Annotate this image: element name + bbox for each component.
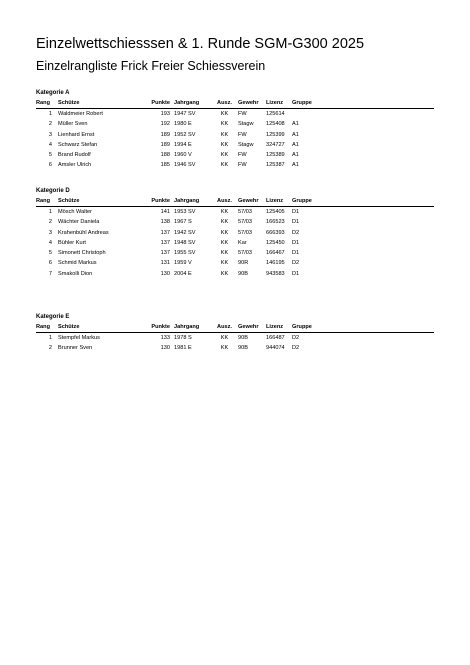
column-header-schuetze: Schütze	[58, 198, 80, 204]
cell-auszeichnung: KK	[220, 270, 229, 277]
cell-rang: 2	[48, 345, 52, 352]
column-header-rang: Rang	[36, 100, 50, 106]
table-row	[36, 160, 434, 170]
cell-jahrgang: 1960 V	[174, 152, 192, 159]
cell-punkte: 138	[160, 219, 170, 226]
cell-punkte: 137	[160, 250, 170, 257]
table-row	[36, 228, 434, 238]
cell-rang: 4	[48, 141, 52, 148]
cell-schuetze: Schwarz Stefan	[58, 141, 98, 148]
cell-rang: 1	[48, 111, 52, 117]
cell-schuetze: Brunner Sven	[58, 345, 93, 352]
cell-auszeichnung: KK	[220, 260, 229, 267]
cell-gewehr: 90B	[238, 270, 248, 277]
cell-gruppe: A1	[292, 121, 299, 128]
document-subtitle: Einzelrangliste Frick Freier Schiessverein	[36, 59, 266, 73]
cell-jahrgang: 1959 V	[174, 260, 192, 267]
cell-lizenz: 125408	[266, 121, 285, 128]
cell-schuetze: Brand Rudolf	[58, 152, 91, 159]
cell-schuetze: Bühler Kurt	[58, 239, 86, 246]
cell-jahrgang: 2004 E	[174, 270, 192, 277]
cell-auszeichnung: KK	[220, 131, 229, 138]
cell-lizenz: 125387	[266, 162, 285, 169]
cell-gruppe: D1	[292, 219, 300, 226]
cell-lizenz: 125389	[266, 152, 285, 159]
category-heading: Kategorie E	[36, 314, 70, 320]
category-heading: Kategorie D	[36, 188, 70, 194]
cell-jahrgang: 1978 S	[174, 335, 192, 341]
cell-lizenz: 166523	[266, 219, 285, 226]
cell-lizenz: 125614	[266, 111, 285, 117]
table-header	[36, 322, 434, 333]
cell-lizenz: 125405	[266, 209, 285, 215]
column-header-rang: Rang	[36, 198, 50, 204]
cell-auszeichnung: KK	[220, 345, 229, 352]
cell-rang: 1	[48, 335, 52, 341]
table-header	[36, 98, 434, 109]
cell-gewehr: Stagw	[238, 121, 254, 128]
cell-lizenz: 125399	[266, 131, 285, 138]
cell-punkte: 133	[160, 335, 170, 341]
cell-auszeichnung: KK	[220, 335, 229, 341]
column-header-auszeichnung: Ausz.	[217, 100, 232, 106]
cell-jahrgang: 1980 E	[174, 121, 192, 128]
column-header-jahrgang: Jahrgang	[174, 324, 200, 330]
table-header	[36, 196, 434, 207]
cell-rang: 6	[48, 162, 52, 169]
column-header-lizenz: Lizenz	[266, 324, 284, 330]
table-row	[36, 238, 434, 248]
cell-auszeichnung: KK	[220, 141, 229, 148]
cell-lizenz: 166487	[266, 335, 285, 341]
cell-rang: 2	[48, 121, 52, 128]
cell-jahrgang: 1942 SV	[174, 229, 196, 236]
cell-gruppe: D2	[292, 260, 300, 267]
column-header-gewehr: Gewehr	[238, 324, 259, 330]
cell-gruppe: A1	[292, 131, 299, 138]
cell-gewehr: 90B	[238, 345, 248, 352]
cell-rang: 4	[48, 239, 52, 246]
category-heading: Kategorie A	[36, 90, 70, 96]
cell-auszeichnung: KK	[220, 162, 229, 169]
cell-gruppe: D1	[292, 250, 300, 257]
cell-lizenz: 324727	[266, 141, 285, 148]
column-header-gewehr: Gewehr	[238, 100, 259, 106]
cell-gewehr: Stagw	[238, 141, 254, 148]
cell-gruppe: D2	[292, 335, 300, 341]
column-header-gewehr: Gewehr	[238, 198, 259, 204]
cell-rang: 3	[48, 131, 52, 138]
column-header-punkte: Punkte	[151, 324, 170, 330]
cell-lizenz: 166467	[266, 250, 285, 257]
table-row	[36, 269, 434, 279]
cell-gewehr: FW	[238, 131, 247, 138]
cell-rang: 6	[48, 260, 52, 267]
column-header-punkte: Punkte	[151, 100, 170, 106]
cell-auszeichnung: KK	[220, 152, 229, 159]
cell-schuetze: Waldmeier Robert	[58, 111, 103, 117]
cell-punkte: 189	[160, 131, 170, 138]
column-header-gruppe: Gruppe	[292, 198, 312, 204]
cell-lizenz: 666393	[266, 229, 285, 236]
cell-rang: 5	[48, 152, 52, 159]
cell-schuetze: Müller Sven	[58, 121, 88, 128]
category-section	[36, 187, 434, 279]
cell-auszeichnung: KK	[220, 239, 229, 246]
cell-gruppe: A1	[292, 152, 299, 159]
column-header-rang: Rang	[36, 324, 50, 330]
table-row	[36, 333, 434, 343]
cell-schuetze: Amsler Ulrich	[58, 162, 92, 169]
cell-gewehr: 57/03	[238, 229, 252, 236]
table-row	[36, 217, 434, 227]
column-header-lizenz: Lizenz	[266, 198, 284, 204]
cell-jahrgang: 1952 SV	[174, 131, 196, 138]
cell-punkte: 137	[160, 239, 170, 246]
column-header-jahrgang: Jahrgang	[174, 100, 200, 106]
cell-gewehr: 57/03	[238, 209, 252, 215]
table-row	[36, 258, 434, 268]
column-header-schuetze: Schütze	[58, 324, 80, 330]
cell-auszeichnung: KK	[220, 209, 229, 215]
cell-schuetze: Lienhard Ernst	[58, 131, 95, 138]
cell-gewehr: 57/03	[238, 219, 252, 226]
cell-gewehr: FW	[238, 111, 247, 117]
cell-gruppe: A1	[292, 141, 299, 148]
cell-gruppe: D1	[292, 239, 300, 246]
cell-punkte: 192	[160, 121, 170, 128]
cell-rang: 1	[48, 209, 52, 215]
column-header-gruppe: Gruppe	[292, 100, 312, 106]
column-header-auszeichnung: Ausz.	[217, 324, 232, 330]
cell-jahrgang: 1946 SV	[174, 162, 196, 169]
table-row	[36, 130, 434, 140]
cell-jahrgang: 1981 E	[174, 345, 192, 352]
cell-gruppe: D2	[292, 345, 300, 352]
cell-punkte: 130	[160, 270, 170, 277]
column-header-lizenz: Lizenz	[266, 100, 284, 106]
cell-gruppe: D2	[292, 229, 300, 236]
column-header-jahrgang: Jahrgang	[174, 198, 200, 204]
cell-gruppe: D1	[292, 209, 300, 215]
category-section	[36, 89, 434, 171]
cell-jahrgang: 1947 SV	[174, 111, 196, 117]
table-row	[36, 140, 434, 150]
document-title: Einzelwettschiesssen & 1. Runde SGM-G300 2025	[36, 36, 365, 52]
cell-schuetze: Stempfel Markus	[58, 335, 100, 341]
table-row	[36, 207, 434, 217]
cell-gewehr: FW	[238, 152, 247, 159]
cell-punkte: 131	[160, 260, 170, 267]
cell-gewehr: FW	[238, 162, 247, 169]
cell-auszeichnung: KK	[220, 229, 229, 236]
cell-schuetze: Krahenbühl Andreas	[58, 229, 109, 236]
cell-schuetze: Simonett Christoph	[58, 250, 106, 257]
cell-gewehr: 57/03	[238, 250, 252, 257]
cell-rang: 2	[48, 219, 52, 226]
column-header-schuetze: Schütze	[58, 100, 80, 106]
cell-rang: 7	[48, 270, 52, 277]
cell-punkte: 188	[160, 152, 170, 159]
cell-auszeichnung: KK	[220, 250, 229, 257]
cell-auszeichnung: KK	[220, 219, 229, 226]
cell-gewehr: Kar	[238, 239, 247, 246]
cell-punkte: 189	[160, 141, 170, 148]
cell-rang: 5	[48, 250, 52, 257]
cell-jahrgang: 1948 SV	[174, 239, 196, 246]
column-header-gruppe: Gruppe	[292, 324, 312, 330]
table-row	[36, 109, 434, 119]
table-row	[36, 248, 434, 258]
cell-lizenz: 944074	[266, 345, 285, 352]
cell-gewehr: 90R	[238, 260, 249, 267]
table-row	[36, 343, 434, 353]
category-section	[36, 313, 434, 354]
cell-schuetze: Smakolli Dion	[58, 270, 93, 277]
cell-jahrgang: 1967 S	[174, 219, 192, 226]
cell-punkte: 193	[160, 111, 170, 117]
cell-jahrgang: 1953 SV	[174, 209, 196, 215]
cell-rang: 3	[48, 229, 52, 236]
cell-lizenz: 125450	[266, 239, 285, 246]
cell-schuetze: Schmid Markus	[58, 260, 97, 267]
cell-lizenz: 146195	[266, 260, 285, 267]
cell-gruppe: A1	[292, 162, 299, 169]
cell-punkte: 141	[160, 209, 170, 215]
column-header-punkte: Punkte	[151, 198, 170, 204]
cell-schuetze: Wächter Daniela	[58, 219, 100, 226]
table-row	[36, 119, 434, 129]
cell-auszeichnung: KK	[220, 121, 229, 128]
cell-punkte: 185	[160, 162, 170, 169]
cell-auszeichnung: KK	[220, 111, 229, 117]
cell-punkte: 130	[160, 345, 170, 352]
cell-lizenz: 943583	[266, 270, 285, 277]
cell-jahrgang: 1994 E	[174, 141, 192, 148]
cell-schuetze: Mösch Walter	[58, 209, 92, 215]
table-row	[36, 150, 434, 160]
cell-gruppe: D1	[292, 270, 300, 277]
cell-punkte: 137	[160, 229, 170, 236]
cell-gewehr: 90B	[238, 335, 248, 341]
cell-jahrgang: 1955 SV	[174, 250, 196, 257]
column-header-auszeichnung: Ausz.	[217, 198, 232, 204]
